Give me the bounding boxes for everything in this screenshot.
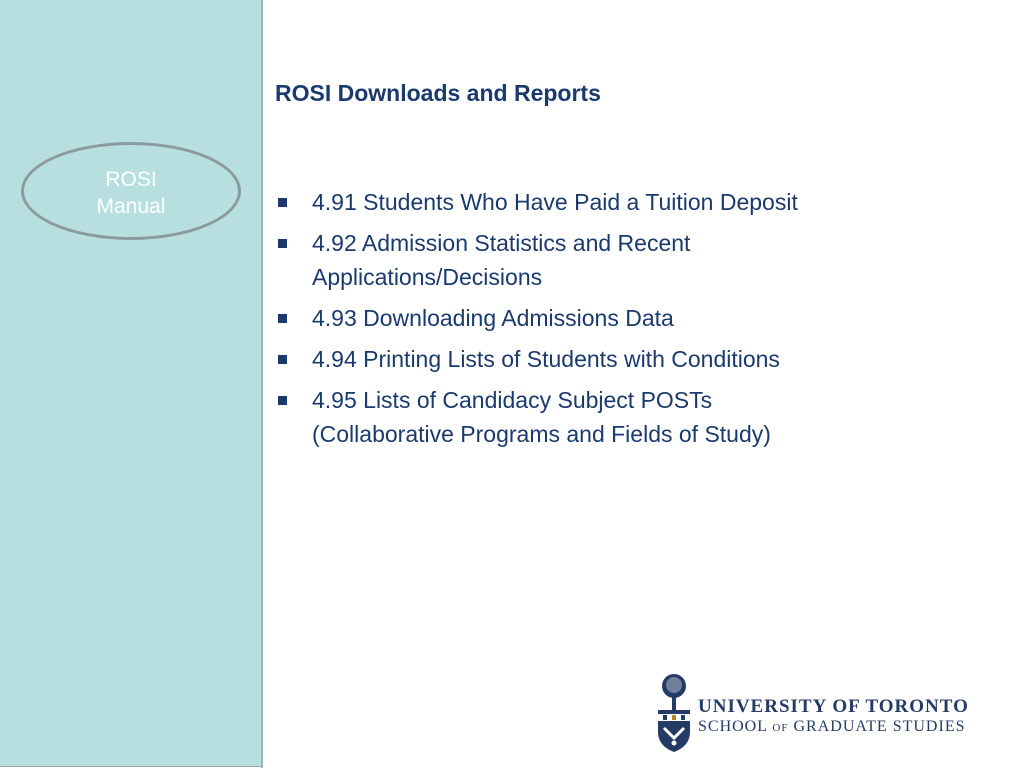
- rosi-manual-label: [21, 166, 241, 220]
- bullet-list: [275, 185, 975, 458]
- list-item-line: 4.95 Lists of Candidacy Subject POSTs: [312, 387, 713, 413]
- square-bullet-icon: [278, 355, 287, 364]
- logo-of-word: OF: [772, 722, 789, 734]
- list-item-line: Applications/Decisions: [312, 264, 543, 290]
- list-item-line: 4.94 Printing Lists of Students with Conditions: [312, 346, 780, 372]
- list-item-line: 4.92 Admission Statistics and Recent: [312, 230, 691, 256]
- slide-title: ROSI Downloads and Reports: [275, 80, 601, 106]
- list-item: [275, 301, 975, 335]
- square-bullet-icon: [278, 198, 287, 207]
- square-bullet-icon: [278, 239, 287, 248]
- logo-university-name: UNIVERSITY OF TORONTO: [698, 696, 969, 717]
- square-bullet-icon: [278, 396, 287, 405]
- list-item: [275, 226, 975, 294]
- university-logo: [655, 672, 1015, 754]
- crest-icon: [655, 672, 693, 754]
- list-item-line: 4.93 Downloading Admissions Data: [312, 305, 674, 331]
- logo-school-word: SCHOOL: [698, 718, 768, 735]
- sidebar-divider: [261, 0, 263, 768]
- list-item-line: (Collaborative Programs and Fields of Study): [312, 421, 771, 447]
- list-item: [275, 342, 975, 376]
- logo-school-name: [698, 718, 965, 736]
- square-bullet-icon: [278, 314, 287, 323]
- oval-line-2: Manual: [96, 195, 166, 218]
- list-item: [275, 185, 975, 219]
- list-item: [275, 383, 975, 451]
- oval-line-1: ROSI: [105, 168, 157, 191]
- sidebar-panel: [0, 0, 262, 767]
- list-item-line: 4.91 Students Who Have Paid a Tuition Deposit: [312, 189, 798, 215]
- logo-graduate-studies: GRADUATE STUDIES: [793, 718, 966, 735]
